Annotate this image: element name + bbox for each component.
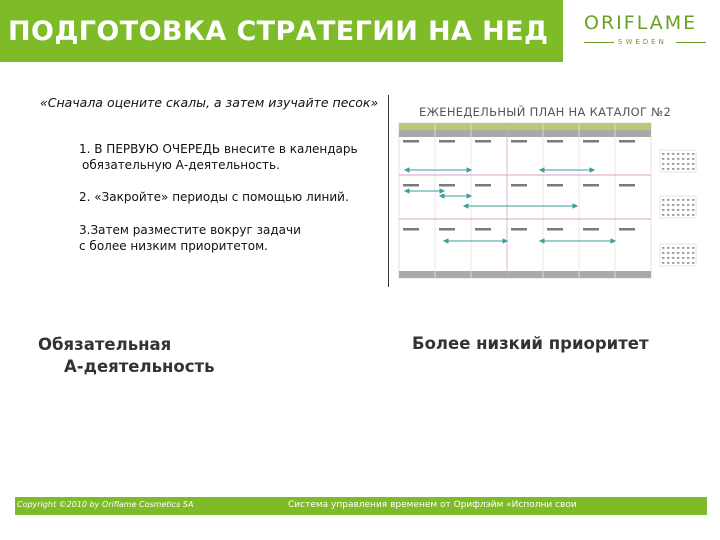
mini-calendar-day [677,163,679,165]
planner-cell-mark [439,184,455,187]
mini-calendar-day [692,209,694,211]
mini-calendar-day [687,214,689,216]
mini-calendar-day [692,153,694,155]
footer-system-text: Система управления временем от Орифлэйм «Исполни свои [288,500,577,510]
mini-calendar-day [692,168,694,170]
mini-calendar-day [677,153,679,155]
mini-calendar-day [667,262,669,264]
mini-calendar-day [682,168,684,170]
mini-calendar-day [677,204,679,206]
planner-cell-mark [403,184,419,187]
mini-calendar-day [662,153,664,155]
mini-calendar-day [677,257,679,259]
a-activity-label-line-2: А-деятельность [64,357,215,376]
mini-calendar-day [667,257,669,259]
mini-calendar-day [692,247,694,249]
planner-cell-mark [475,140,491,143]
mini-calendar-day [667,158,669,160]
page-title: ПОДГОТОВКА СТРАТЕГИИ НА НЕД [8,16,549,47]
footer-copyright: Copyright ©2010 by Oriflame Cosmetics SA [17,500,194,509]
lower-priority-label: Более низкий приоритет [412,334,649,353]
planner-cell-mark [439,228,455,231]
mini-calendar-day [662,214,664,216]
mini-calendar-day [677,252,679,254]
quote-text: «Сначала оцените скалы, а затем изучайте песок» [40,95,379,110]
planner-title: ЕЖЕНЕДЕЛЬНЫЙ ПЛАН НА КАТАЛОГ №2 [419,105,672,119]
planner-cell-mark [439,140,455,143]
mini-calendar-day [687,153,689,155]
mini-calendar-day [682,214,684,216]
logo-wordmark: ORIFLAME [584,12,698,34]
step-3-line-2: с более низким приоритетом. [79,239,268,253]
mini-calendar-day [682,163,684,165]
mini-calendar-day [662,262,664,264]
mini-calendar-day [667,168,669,170]
mini-calendar-day [662,168,664,170]
logo-rule-right [676,42,706,43]
planner-cell-mark [475,184,491,187]
mini-calendar-day [667,247,669,249]
mini-calendar-day [682,262,684,264]
planner-cell-mark [619,228,635,231]
mini-calendar-day [672,163,674,165]
mini-calendar-day [672,214,674,216]
step-2: 2. «Закройте» периоды с помощью линий. [79,190,349,204]
planner-cell-mark [583,228,599,231]
vertical-divider [388,95,389,287]
mini-calendar-day [672,153,674,155]
mini-calendar-day [667,209,669,211]
planner-cell-mark [511,140,527,143]
planner-cell-mark [475,228,491,231]
mini-calendar-day [662,158,664,160]
mini-calendar-day [692,163,694,165]
mini-calendar-day [682,153,684,155]
mini-calendar-day [667,199,669,201]
mini-calendar-day [677,199,679,201]
mini-calendar-day [662,163,664,165]
planner-cell-mark [403,140,419,143]
mini-calendar-day [672,252,674,254]
mini-calendar-day [672,262,674,264]
planner-cell-mark [547,140,563,143]
weekly-planner-image [397,92,707,280]
mini-calendar-day [677,209,679,211]
mini-calendar-day [687,199,689,201]
planner-cell-mark [547,184,563,187]
mini-calendar-day [672,158,674,160]
footer-bar [15,497,707,515]
mini-calendar-day [667,252,669,254]
step-1-line-1: 1. В ПЕРВУЮ ОЧЕРЕДЬ внесите в календарь [79,142,358,156]
mini-calendar-day [687,168,689,170]
mini-calendar-day [682,257,684,259]
mini-calendar-day [662,209,664,211]
planner-cell-mark [619,140,635,143]
a-activity-label-line-1: Обязательная [38,335,172,354]
mini-calendar-day [687,163,689,165]
logo-subtitle: SWEDEN [618,38,667,46]
mini-calendar-day [687,209,689,211]
mini-calendar-day [677,214,679,216]
mini-calendar-day [682,158,684,160]
mini-calendar-day [692,204,694,206]
mini-calendar-day [692,214,694,216]
mini-calendar-dots [662,153,694,264]
mini-calendar-day [672,204,674,206]
step-1-line-2: обязательную А-деятельность. [82,158,280,172]
mini-calendar-day [692,252,694,254]
mini-calendar-day [682,247,684,249]
mini-calendar-day [687,262,689,264]
mini-calendar-day [677,158,679,160]
mini-calendar-day [682,209,684,211]
mini-calendar-day [677,247,679,249]
mini-calendar-day [692,199,694,201]
planner-cell-mark [583,140,599,143]
planner-cell-mark [403,228,419,231]
planner-cell-mark [511,184,527,187]
mini-calendar-day [687,204,689,206]
mini-calendar-day [677,168,679,170]
mini-calendar-day [682,204,684,206]
planner-cell-mark [511,228,527,231]
mini-calendar-day [687,158,689,160]
mini-calendar-day [662,199,664,201]
mini-calendar-day [662,257,664,259]
mini-calendar-day [662,204,664,206]
mini-calendar-day [672,209,674,211]
mini-calendar-day [667,163,669,165]
oriflame-logo [563,0,720,62]
mini-calendar-day [672,199,674,201]
mini-calendar-day [682,199,684,201]
mini-calendar-day [662,247,664,249]
mini-calendar-day [672,257,674,259]
mini-calendar-day [687,247,689,249]
planner-cell-mark [583,184,599,187]
mini-calendar-day [687,257,689,259]
mini-calendar-day [672,168,674,170]
planner-cell-mark [619,184,635,187]
mini-calendar-day [677,262,679,264]
mini-calendar-day [667,204,669,206]
logo-rule-left [584,42,614,43]
mini-calendar-day [667,153,669,155]
mini-calendar-day [682,252,684,254]
mini-calendar-day [692,158,694,160]
mini-calendar-day [692,257,694,259]
step-3-line-1: 3.Затем разместите вокруг задачи [79,223,301,237]
mini-calendar-day [687,252,689,254]
mini-calendar-day [692,262,694,264]
mini-calendar-day [672,247,674,249]
mini-calendar-day [667,214,669,216]
mini-calendar-day [662,252,664,254]
planner-cell-mark [547,228,563,231]
